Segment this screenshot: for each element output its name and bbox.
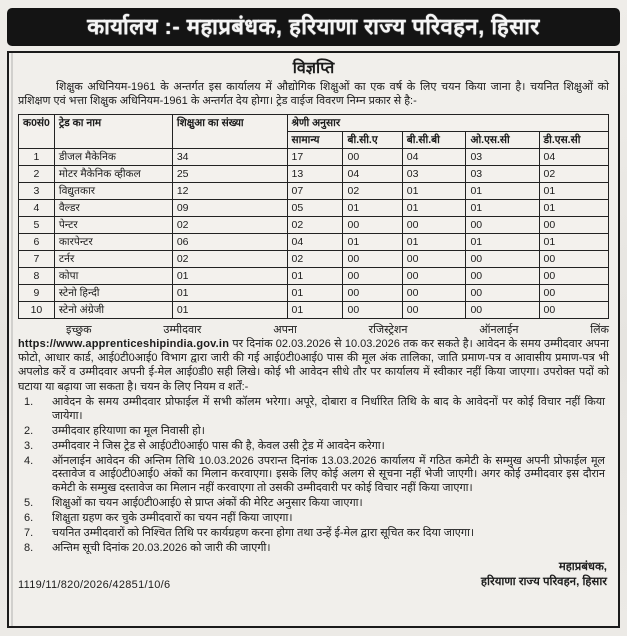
cell-bcb: 01 [402, 199, 466, 216]
terms-list-item [18, 542, 609, 556]
intro-paragraph: शिक्षुक अधिनियम-1961 के अन्तर्गत इस कार्यालय में औद्योगिक शिक्षुओं का एक वर्ष के लिए चयन किया जाना है। चयनित शिक्षुओं को प्रशिक्षण एवं भत्ता शिक्षुक अधिनियम-1961 के अन्तर्गत देय होगा। ट्रेड वाईज विवरण निम्न प्रकार से है:- [18, 81, 609, 108]
cell-serial-no: 9 [19, 284, 55, 301]
terms-list-item [18, 527, 609, 541]
terms-list-item [18, 455, 609, 497]
cell-apprentice-count: 34 [172, 148, 287, 165]
header-category-group: श्रेणी अनुसार [287, 114, 609, 131]
header-category-osc: ओ.एस.सी [466, 131, 539, 148]
cell-general: 05 [287, 199, 343, 216]
registration-detail-text: पर दिनांक 02.03.2026 से 10.03.2026 तक कर सकते है। आवेदन के समय उम्मीदवार अपना फोटो, आधार कार्ड, आई0टी0आई0 विभाग द्वारा जारी की गई आई0टी0आई0 पास की मूल अंक तालिका, जाति प्रमाण-पत्र व आवासीय प्रमाण-पत्र भी अपलोड करें व उम्मीदवार अपनी ई-मेल आई0डी0 सही लिखे। कोई भी आवेदन सीधे तौर पर कार्यालय में स्वीकार नहीं किया जाएगा। उपरोक्त पदों को घटाया या बढ़ाया जा सकता है। चयन के लिए नियम व शर्तें:- [18, 337, 609, 393]
trades-vacancy-table [18, 114, 609, 319]
term-number: 2. [24, 424, 34, 437]
document-footer [18, 560, 609, 591]
cell-apprentice-count: 25 [172, 165, 287, 182]
cell-dsc: 01 [539, 199, 608, 216]
cell-osc: 00 [466, 216, 539, 233]
cell-bca: 04 [343, 165, 402, 182]
cell-serial-no: 3 [19, 182, 55, 199]
signature-block [481, 560, 609, 591]
cell-general: 01 [287, 301, 343, 318]
term-text: उम्मीदवार ने जिस ट्रेड से आई0टी0आई0 पास की है, केवल उसी ट्रेड में आवदेन करेगा। [52, 439, 385, 452]
cell-bca: 00 [343, 148, 402, 165]
header-category-bcb: बी.सी.बी [402, 131, 466, 148]
cell-osc: 01 [466, 182, 539, 199]
cell-osc: 01 [466, 199, 539, 216]
cell-bcb: 00 [402, 267, 466, 284]
term-number: 4. [24, 454, 34, 467]
cell-bcb: 04 [402, 148, 466, 165]
cell-serial-no: 6 [19, 233, 55, 250]
cell-general: 01 [287, 267, 343, 284]
table-row [19, 165, 609, 182]
cell-bcb: 00 [402, 284, 466, 301]
cell-dsc: 00 [539, 301, 608, 318]
cell-dsc: 01 [539, 233, 608, 250]
table-row [19, 216, 609, 233]
cell-osc: 03 [466, 165, 539, 182]
cell-bca: 02 [343, 182, 402, 199]
term-text: ऑनलाईन आवेदन की अन्तिम तिथि 10.03.2026 उपरान्त दिनांक 13.03.2026 कार्यालय में गठित कमेटी के सम्मुख अपनी प्रोफाईल मूल दस्तावेज व आई0टी0आई0 अंकों का मिलान करवाएगा। इसके लिए कोई अलग से सूचना नहीं भेजी जाएगी। अगर कोई उम्मीदवार इस दौरान कमेटी के सम्मुख दस्तावेज का मिलान नहीं करवाएगा तो उसकी उम्मीदवारी पर कोई विचार नहीं किया जाएगा। [52, 454, 605, 495]
cell-apprentice-count: 12 [172, 182, 287, 199]
cell-apprentice-count: 06 [172, 233, 287, 250]
term-text: शिक्षुओं का चयन आई0टी0आई0 से प्राप्त अंकों की मेरिट अनुसार किया जाएगा। [52, 497, 363, 510]
cell-trade-name: कारपेन्टर [54, 233, 172, 250]
signatory-title: महाप्रबंधक, [558, 560, 607, 573]
cell-trade-name: स्टेनो हिन्दी [54, 284, 172, 301]
cell-serial-no: 1 [19, 148, 55, 165]
terms-list-item [18, 425, 609, 439]
header-category-dsc: डी.एस.सी [539, 131, 608, 148]
cell-dsc: 02 [539, 165, 608, 182]
cell-trade-name: वैल्डर [54, 199, 172, 216]
cell-apprentice-count: 02 [172, 216, 287, 233]
cell-apprentice-count: 01 [172, 284, 287, 301]
term-text: आवेदन के समय उम्मीदवार प्रोफाईल में सभी कॉलम भरेगा। अपूरे, दोबारा व निर्धारित तिथि के बाद के आवेदनों पर कोई विचार नहीं किया जायेगा। [52, 396, 605, 422]
cell-dsc: 00 [539, 284, 608, 301]
cell-bca: 00 [343, 250, 402, 267]
table-body [19, 148, 609, 318]
header-category-general: सामान्य [287, 131, 343, 148]
header-category-bca: बी.सी.ए [343, 131, 402, 148]
cell-osc: 00 [466, 301, 539, 318]
cell-general: 13 [287, 165, 343, 182]
cell-apprentice-count: 02 [172, 250, 287, 267]
cell-trade-name: मोटर मैकेनिक व्हीकल [54, 165, 172, 182]
cell-serial-no: 2 [19, 165, 55, 182]
cell-bcb: 01 [402, 233, 466, 250]
cell-bca: 01 [343, 233, 402, 250]
cell-bca: 00 [343, 267, 402, 284]
cell-apprentice-count: 01 [172, 267, 287, 284]
registration-url: https://www.apprenticeshipindia.gov.in [18, 337, 230, 350]
cell-serial-no: 8 [19, 267, 55, 284]
notice-heading: विज्ञप्ति [292, 60, 335, 77]
term-number: 1. [24, 396, 34, 409]
cell-general: 17 [287, 148, 343, 165]
cell-general: 04 [287, 233, 343, 250]
table-row [19, 199, 609, 216]
terms-list [18, 396, 609, 555]
cell-serial-no: 5 [19, 216, 55, 233]
term-number: 3. [24, 439, 34, 452]
term-number: 6. [24, 511, 34, 524]
cell-trade-name: कोपा [54, 267, 172, 284]
cell-bca: 00 [343, 301, 402, 318]
cell-osc: 03 [466, 148, 539, 165]
cell-serial-no: 7 [19, 250, 55, 267]
cell-osc: 00 [466, 267, 539, 284]
header-trade-name: ट्रेड का नाम [54, 114, 172, 148]
cell-dsc: 00 [539, 267, 608, 284]
table-row [19, 148, 609, 165]
cell-dsc: 04 [539, 148, 608, 165]
reference-number: 1119/11/820/2026/42851/10/6 [18, 578, 171, 591]
cell-bcb: 00 [402, 301, 466, 318]
term-text: शिक्षुता ग्रहण कर चुके उम्मीदवारों का चयन नहीं किया जाएगा। [52, 511, 293, 524]
header-serial-no: क0सं0 [19, 114, 55, 148]
header-apprentice-count: शिक्षुआ का संख्या [172, 114, 287, 148]
table-row [19, 267, 609, 284]
cell-general: 02 [287, 216, 343, 233]
cell-trade-name: स्टेनो अंग्रेजी [54, 301, 172, 318]
term-text: उम्मीदवार हरियाणा का मूल निवासी हो। [52, 424, 205, 437]
term-number: 7. [24, 526, 34, 539]
cell-bcb: 00 [402, 250, 466, 267]
cell-bcb: 03 [402, 165, 466, 182]
table-row [19, 284, 609, 301]
cell-dsc: 01 [539, 182, 608, 199]
terms-list-item [18, 440, 609, 454]
notice-body [7, 51, 620, 628]
cell-general: 02 [287, 250, 343, 267]
term-number: 5. [24, 497, 34, 510]
term-text: अन्तिम सूची दिनांक 20.03.2026 को जारी की जाएगी। [52, 541, 271, 554]
term-number: 8. [24, 541, 34, 554]
table-row [19, 182, 609, 199]
cell-bcb: 01 [402, 182, 466, 199]
cell-bcb: 00 [402, 216, 466, 233]
cell-dsc: 00 [539, 216, 608, 233]
office-title: कार्यालय :- महाप्रबंधक, हरियाणा राज्य परिवहन, हिसार [87, 14, 540, 39]
terms-list-item [18, 497, 609, 511]
table-row [19, 301, 609, 318]
cell-apprentice-count: 01 [172, 301, 287, 318]
cell-serial-no: 10 [19, 301, 55, 318]
registration-paragraph [18, 323, 609, 394]
table-row [19, 233, 609, 250]
cell-bca: 00 [343, 284, 402, 301]
table-header [19, 114, 609, 148]
table-row [19, 250, 609, 267]
cell-trade-name: टर्नर [54, 250, 172, 267]
cell-apprentice-count: 09 [172, 199, 287, 216]
cell-bca: 00 [343, 216, 402, 233]
registration-lead-text: इच्छुक उम्मीदवार अपना रजिस्ट्रेशन ऑनलाईन लिंक [66, 323, 609, 336]
cell-trade-name: डीजल मैकेनिक [54, 148, 172, 165]
terms-list-item [18, 396, 609, 424]
cell-bca: 01 [343, 199, 402, 216]
cell-osc: 00 [466, 284, 539, 301]
cell-general: 07 [287, 182, 343, 199]
cell-trade-name: पेन्टर [54, 216, 172, 233]
term-text: चयनित उम्मीदवारों को निश्चित तिथि पर कार्यग्रहण करना होगा तथा उन्हें ई-मेल द्वारा सूचित कर दिया जाएगा। [52, 526, 475, 539]
cell-dsc: 00 [539, 250, 608, 267]
cell-serial-no: 4 [19, 199, 55, 216]
terms-list-item [18, 512, 609, 526]
cell-osc: 01 [466, 233, 539, 250]
cell-osc: 00 [466, 250, 539, 267]
cell-general: 01 [287, 284, 343, 301]
signatory-office: हरियाणा राज्य परिवहन, हिसार [480, 576, 607, 589]
cell-trade-name: विद्युतकार [54, 182, 172, 199]
office-title-banner [7, 8, 620, 46]
